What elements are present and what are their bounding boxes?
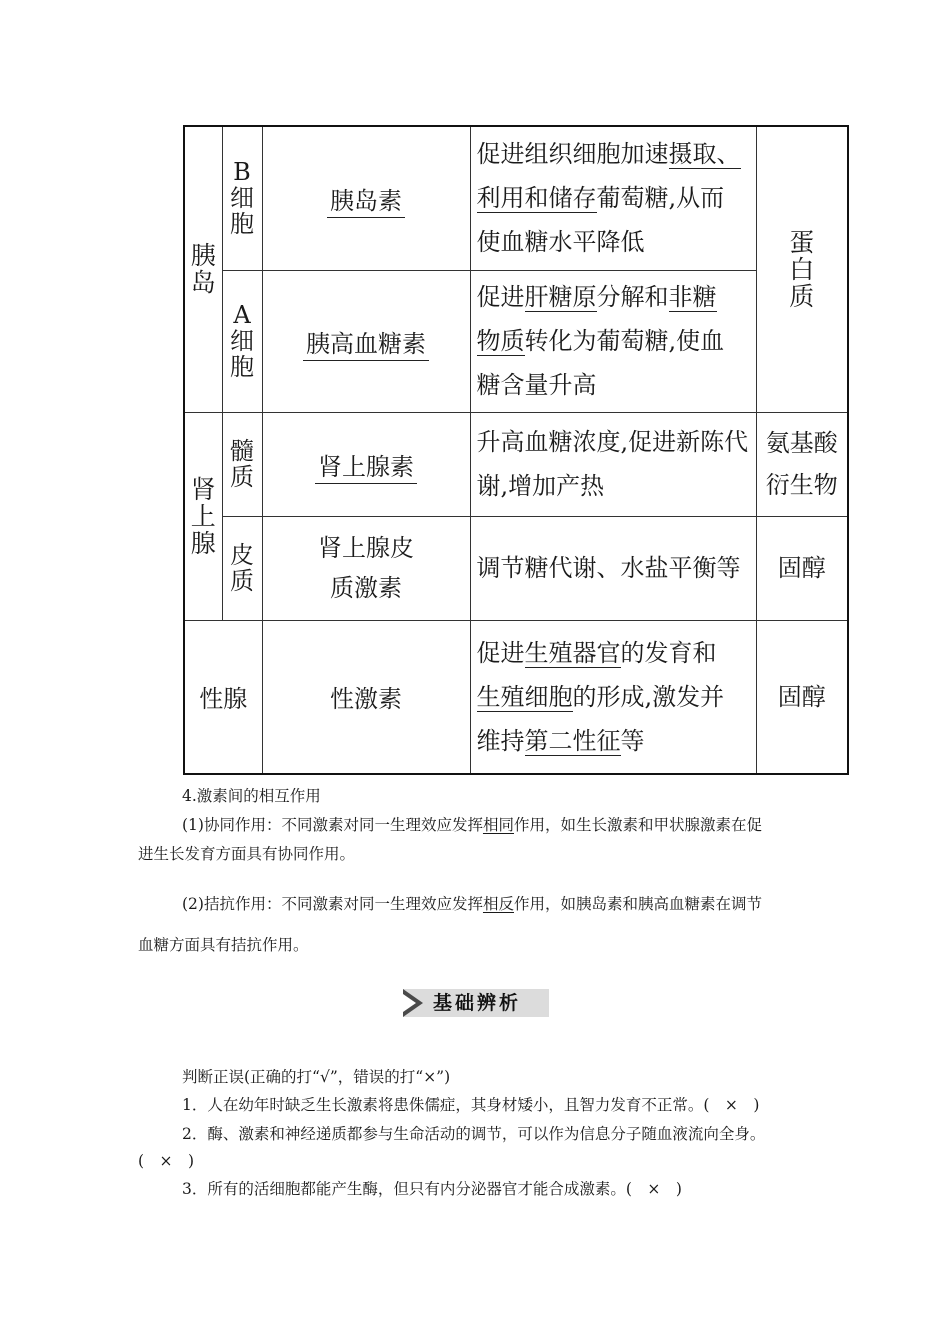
function-sex: 促进生殖器官的发育和 生殖细胞的形成,激发并 维持第二性征等 — [470, 620, 756, 774]
chem-amino-derivative: 氨基酸衍生物 — [756, 412, 848, 516]
paragraph-synergy: (1)协同作用：不同激素对同一生理效应发挥相同作用，如生长激素和甲状腺激素在促 — [182, 816, 762, 834]
function-glucagon: 促进肝糖原分解和非糖 物质转化为葡萄糖,使血 糖含量升高 — [470, 270, 756, 412]
paragraph-synergy-cont: 进生长发育方面具有协同作用。 — [138, 845, 356, 863]
hormone-table — [183, 125, 849, 775]
hormone-cortical: 肾上腺皮质激素 — [262, 516, 470, 620]
hormone-adrenaline: 肾上腺素 — [262, 412, 470, 516]
organ-gonad: 性腺 — [184, 620, 262, 774]
paragraph-antagonism: (2)拮抗作用：不同激素对同一生理效应发挥相反作用，如胰岛素和胰高血糖素在调节 — [182, 895, 762, 913]
chem-sterol-1: 固醇 — [756, 516, 848, 620]
question-2: 2．酶、激素和神经递质都参与生命活动的调节，可以作为信息分子随血液流向全身。 — [182, 1125, 766, 1143]
cell-a: A细胞 — [222, 270, 262, 412]
judge-intro: 判断正误(正确的打“√”，错误的打“×”) — [182, 1068, 451, 1086]
function-adrenaline: 升高血糖浓度,促进新陈代谢,增加产热 — [470, 412, 756, 516]
section-title: 4.激素间的相互作用 — [182, 787, 321, 805]
banner-arrow-inner-icon — [403, 994, 416, 1012]
organ-pancreas: 胰岛 — [184, 126, 222, 412]
question-1: 1．人在幼年时缺乏生长激素将患侏儒症，其身材矮小，且智力发育不正常。( × ) — [182, 1096, 760, 1114]
question-2-answer: ( × ) — [138, 1152, 195, 1170]
chem-sterol-2: 固醇 — [756, 620, 848, 774]
hormone-sex: 性激素 — [262, 620, 470, 774]
question-3: 3．所有的活细胞都能产生酶，但只有内分泌器官才能合成激素。( × ) — [182, 1180, 682, 1198]
function-insulin: 促进组织细胞加速摄取、 利用和储存葡萄糖,从而 使血糖水平降低 — [470, 126, 756, 270]
organ-adrenal: 肾上腺 — [184, 412, 222, 620]
paragraph-antagonism-cont: 血糖方面具有拮抗作用。 — [138, 936, 309, 954]
chem-protein: 蛋白质 — [756, 126, 848, 412]
cell-medulla: 髓质 — [222, 412, 262, 516]
cell-cortex: 皮质 — [222, 516, 262, 620]
cell-b: B细胞 — [222, 126, 262, 270]
function-cortical: 调节糖代谢、水盐平衡等 — [470, 516, 756, 620]
hormone-insulin: 胰岛素 — [262, 126, 470, 270]
hormone-glucagon: 胰高血糖素 — [262, 270, 470, 412]
banner-title: 基础辨析 — [433, 992, 522, 1014]
